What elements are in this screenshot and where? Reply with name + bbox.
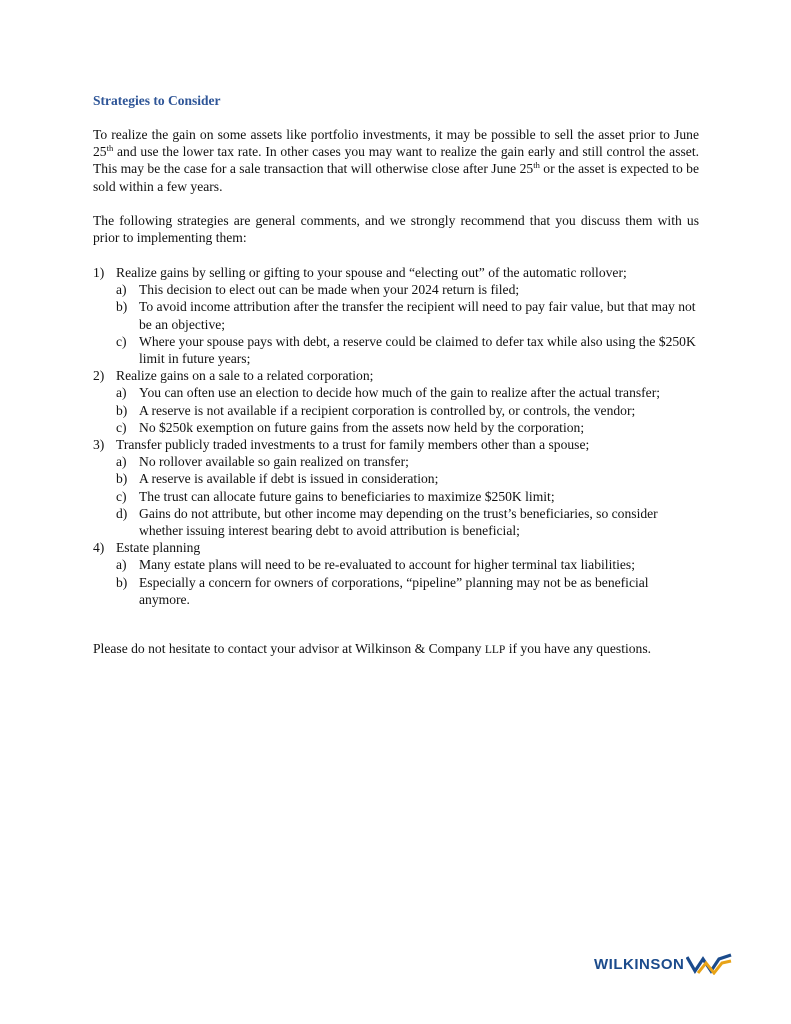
strategy-item xyxy=(93,264,699,281)
subitem-letter: c) xyxy=(116,488,127,504)
strategy-number: 3) xyxy=(93,437,105,453)
strategy-number: 2) xyxy=(93,368,105,384)
subitem-letter: a) xyxy=(116,454,127,470)
strategy-subitem xyxy=(93,556,699,573)
subitem-text: To avoid income attribution after the transfer the recipient will need to pay fair value, but that may not be an objective; xyxy=(139,299,696,332)
subitem-letter: b) xyxy=(116,299,128,315)
intro-paragraph-2: The following strategies are general comments, and we strongly recommend that you discuss them with us prior to implementing them: xyxy=(93,213,699,246)
ordinal-suffix: th xyxy=(106,143,114,154)
strategy-number: 1) xyxy=(93,265,105,280)
strategy-subitem xyxy=(93,384,699,401)
strategy-subitem xyxy=(93,402,699,419)
closing-llp: LLP xyxy=(484,644,506,656)
strategy-subitem xyxy=(93,574,699,608)
section-heading: Strategies to Consider xyxy=(93,93,221,108)
strategy-item xyxy=(93,367,699,384)
strategy-subitem xyxy=(93,419,699,436)
strategy-number: 4) xyxy=(93,540,105,556)
subitem-text: Especially a concern for owners of corporations, “pipeline” planning may not be as beneficial anymore. xyxy=(139,574,649,607)
strategy-subitem xyxy=(93,488,699,505)
subitem-letter: b) xyxy=(116,574,128,590)
subitem-text: No $250k exemption on future gains from the assets now held by the corporation; xyxy=(139,419,585,435)
ordinal-suffix: th xyxy=(533,160,540,171)
strategy-subitem xyxy=(93,453,699,470)
subitem-letter: d) xyxy=(116,505,128,521)
strategy-text: Realize gains on a sale to a related corporation; xyxy=(116,368,374,384)
subitem-text: This decision to elect out can be made when your 2024 return is filed; xyxy=(139,282,520,298)
subitem-text: A reserve is not available if a recipient corporation is controlled by, or controls, the vendor; xyxy=(139,402,636,418)
strategy-item xyxy=(93,539,699,556)
subitem-letter: a) xyxy=(116,557,127,573)
subitem-letter: c) xyxy=(116,419,127,435)
subitem-letter: b) xyxy=(116,471,128,487)
strategy-text: Estate planning xyxy=(116,540,201,556)
subitem-letter: b) xyxy=(116,402,128,418)
wilkinson-chevron-logo-icon xyxy=(686,953,732,975)
closing-text-a: Please do not hesitate to contact your advisor at Wilkinson & Company xyxy=(93,641,485,656)
strategy-subitem xyxy=(93,505,699,539)
subitem-text: A reserve is available if debt is issued in consideration; xyxy=(139,471,439,487)
subitem-text: The trust can allocate future gains to beneficiaries to maximize $250K limit; xyxy=(139,488,555,504)
subitem-text: Where your spouse pays with debt, a reserve could be claimed to defer tax while also using the $250K limit in future years; xyxy=(139,333,696,367)
wilkinson-logo xyxy=(594,953,732,975)
intro-text-a: To realize the gain on some assets like portfolio investments, it may be possible to sell the asset prior to June 25 xyxy=(93,127,699,160)
strategy-subitem xyxy=(93,298,699,332)
subitem-letter: c) xyxy=(116,333,127,349)
strategy-list xyxy=(93,264,699,608)
subitem-text: No rollover available so gain realized on transfer; xyxy=(139,454,409,470)
closing-text-b: if you have any questions. xyxy=(505,641,652,656)
subitem-text: Many estate plans will need to be re-evaluated to account for higher terminal tax liabilities; xyxy=(139,557,635,573)
subitem-text: Gains do not attribute, but other income may depending on the trust’s beneficiaries, so consider whether issuing interest bearing debt to avoid attribution is beneficial; xyxy=(139,505,658,539)
strategy-subitem xyxy=(93,281,699,298)
intro-paragraph-1 xyxy=(93,126,699,195)
strategy-text: Realize gains by selling or gifting to your spouse and “electing out” of the automatic rollover; xyxy=(116,265,627,280)
subitem-text: You can often use an election to decide how much of the gain to realize after the actual transfer; xyxy=(139,385,661,401)
intro-text-c: or the asset is expected to be sold within a few years. xyxy=(93,161,699,194)
subitem-letter: a) xyxy=(116,282,127,298)
strategy-subitem xyxy=(93,333,699,367)
subitem-letter: a) xyxy=(116,385,127,401)
intro-text-b: and use the lower tax rate. In other cases you may want to realize the gain early and still control the asset. This may be the case for a sale transaction that will otherwise close after June 25 xyxy=(93,144,699,177)
logo-text: WILKINSON xyxy=(594,955,685,973)
strategy-text: Transfer publicly traded investments to a trust for family members other than a spouse; xyxy=(116,437,590,453)
strategy-item xyxy=(93,436,699,453)
strategy-subitem xyxy=(93,470,699,487)
closing-paragraph xyxy=(93,640,651,659)
